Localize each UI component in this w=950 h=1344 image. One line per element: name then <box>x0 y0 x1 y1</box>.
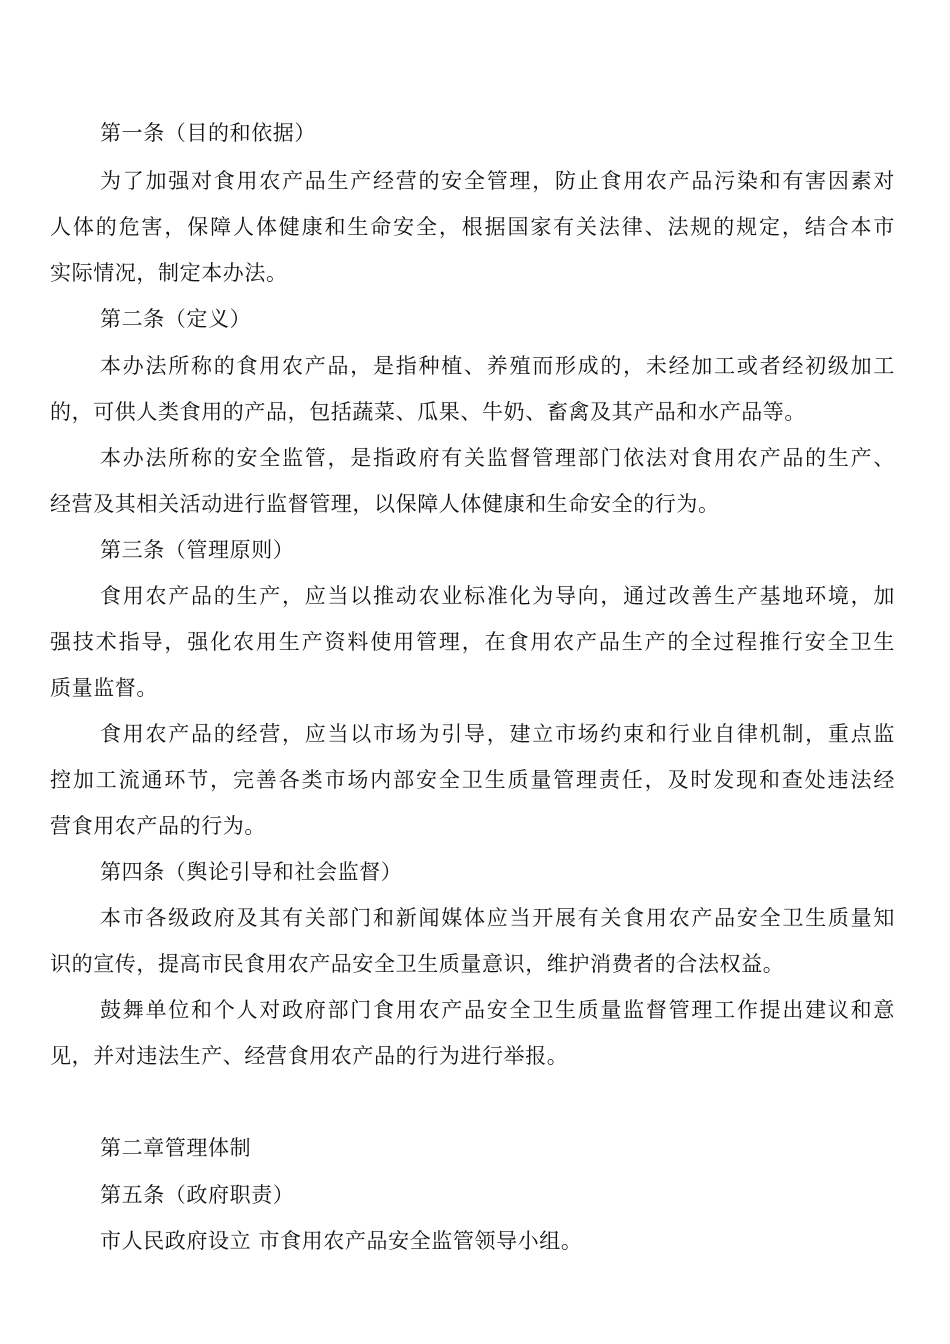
paragraph-line: 食用农产品的经营，应当以市场为引导，建立市场约束和行业自律机制，重点监 <box>100 722 895 746</box>
paragraph-line: 本办法所称的安全监管，是指政府有关监督管理部门依法对食用农产品的生产、 <box>100 446 895 470</box>
paragraph-line: 经营及其相关活动进行监督管理，以保障人体健康和生命安全的行为。 <box>50 492 720 516</box>
paragraph-line: 本办法所称的食用农产品，是指种植、养殖而形成的，未经加工或者经初级加工 <box>100 354 895 378</box>
article-3-heading: 第三条（管理原则） <box>100 538 295 562</box>
paragraph-line: 识的宣传，提高市民食用农产品安全卫生质量意识，维护消费者的合法权益。 <box>50 952 785 976</box>
article-2-heading: 第二条（定义） <box>100 307 252 331</box>
paragraph-line: 本市各级政府及其有关部门和新闻媒体应当开展有关食用农产品安全卫生质量知 <box>100 906 895 930</box>
paragraph-line: 实际情况，制定本办法。 <box>50 261 288 285</box>
paragraph-line: 的，可供人类食用的产品，包括蔬菜、瓜果、牛奶、畜禽及其产品和水产品等。 <box>50 400 806 424</box>
paragraph-line: 质量监督。 <box>50 676 158 700</box>
article-5-heading: 第五条（政府职责） <box>100 1183 295 1207</box>
article-1-heading: 第一条（目的和依据） <box>100 121 316 145</box>
paragraph-line: 人体的危害，保障人体健康和生命安全，根据国家有关法律、法规的规定，结合本市 <box>50 215 895 239</box>
paragraph-line: 市人民政府设立 市食用农产品安全监管领导小组。 <box>100 1229 583 1253</box>
paragraph-line: 为了加强对食用农产品生产经营的安全管理，防止食用农产品污染和有害因素对 <box>100 169 895 193</box>
chapter-2-heading: 第二章管理体制 <box>100 1136 252 1160</box>
paragraph-line: 营食用农产品的行为。 <box>50 814 266 838</box>
article-4-heading: 第四条（舆论引导和社会监督） <box>100 860 403 884</box>
paragraph-line: 见，并对违法生产、经营食用农产品的行为进行举报。 <box>50 1044 569 1068</box>
paragraph-line: 食用农产品的生产，应当以推动农业标准化为导向，通过改善生产基地环境，加 <box>100 584 895 608</box>
paragraph-line: 控加工流通环节，完善各类市场内部安全卫生质量管理责任，及时发现和查处违法经 <box>50 768 895 792</box>
paragraph-line: 强技术指导，强化农用生产资料使用管理，在食用农产品生产的全过程推行安全卫生 <box>50 630 895 654</box>
paragraph-line: 鼓舞单位和个人对政府部门食用农产品安全卫生质量监督管理工作提出建议和意 <box>100 998 895 1022</box>
